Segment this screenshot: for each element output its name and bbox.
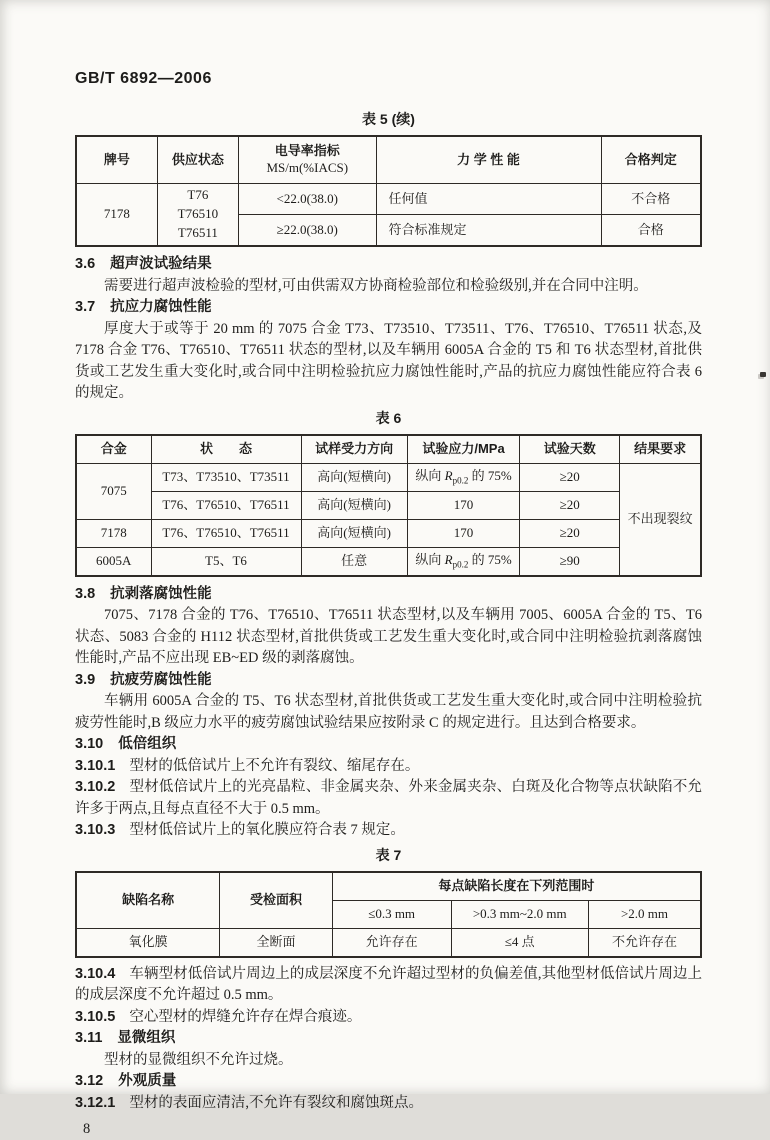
para-3-11: 型材的显微组织不允许过烧。	[104, 1051, 293, 1068]
col-header-conductivity	[239, 136, 377, 184]
temper-cell: T73、T73510、T73511	[151, 463, 301, 491]
col-header-temper: 状 态	[151, 435, 301, 464]
result-cell: 不出现裂纹	[620, 463, 701, 576]
stress-text: 纵向	[415, 551, 445, 567]
heading-3-8	[75, 584, 702, 606]
days-cell: ≥20	[520, 491, 620, 519]
conductivity-cell: ≥22.0(38.0)	[239, 215, 377, 247]
conductivity-unit: MS/m(%IACS)	[266, 160, 349, 175]
heading-3-12	[75, 1071, 702, 1093]
table-5-header-row	[76, 136, 701, 184]
judgement-cell: 合格	[601, 215, 701, 247]
heading-3-7	[75, 297, 702, 319]
clause-number: 3.12.1	[75, 1094, 116, 1111]
conductivity-cell: <22.0(38.0)	[239, 184, 377, 215]
col-header-0-3-to-2-0: >0.3 mm~2.0 mm	[451, 900, 589, 928]
clause-number: 3.8	[75, 585, 96, 602]
col-header-alloy: 合金	[76, 435, 151, 464]
clause-text: 型材的低倍试片上不允许有裂纹、缩尾存在。	[129, 757, 420, 774]
alloy-cell: 6005A	[76, 547, 151, 576]
clause-number: 3.10	[75, 736, 104, 752]
days-cell: ≥20	[520, 463, 620, 491]
col-header-gt-2-0: >2.0 mm	[589, 900, 702, 928]
col-header-mechanical: 力 学 性 能	[376, 136, 601, 184]
clause-number: 3.10.2	[75, 779, 116, 795]
clause-number: 3.6	[75, 256, 96, 272]
stress-text: 纵向	[415, 467, 445, 483]
stress-text: 的 75%	[468, 551, 512, 567]
mechanical-cell: 符合标准规定	[376, 215, 601, 247]
value-cell: ≤4 点	[451, 928, 589, 957]
table-7-title: 表 7	[375, 846, 402, 863]
state-line: T76511	[177, 224, 218, 240]
table-6	[75, 434, 702, 577]
clause-title: 显微组织	[117, 1030, 176, 1046]
clause-3-10-3	[75, 820, 702, 842]
value-cell: 允许存在	[332, 928, 451, 957]
col-header-result: 结果要求	[620, 435, 701, 464]
clause-number: 3.7	[75, 299, 96, 315]
clause-number: 3.10.5	[75, 1008, 116, 1025]
conductivity-label: 电导率指标	[274, 143, 340, 159]
direction-cell: 高向(短横向)	[301, 491, 407, 519]
table-row	[76, 184, 701, 215]
table-5-continued	[75, 135, 702, 247]
col-header-supply-state: 供应状态	[157, 136, 238, 184]
para-3-9: 车辆用 6005A 合金的 T5、T6 状态型材,首批供货或工艺发生重大变化时,或合同中注明检验抗疲劳性能时,B 级应力水平的疲劳腐蚀试验结果应按附录 C 的规定进行。且达到合格要求。	[75, 693, 702, 731]
para-3-7: 厚度大于或等于 20 mm 的 7075 合金 T73、T73510、T73511、T76、T76510、T76511 状态,及 7178 合金 T76、T76510、T76511 状态的型材,以及车辆用 6005A 合金的 T5 和 T6 状态型材,首批供货或工艺发生重大变化时,或合同中注明检验抗应力腐蚀性能时,产品的抗应力腐蚀性能应符合表 6 的规定。	[75, 320, 702, 401]
clause-text: 型材低倍试片上的氧化膜应符合表 7 规定。	[129, 822, 405, 838]
mechanical-cell: 任何值	[376, 184, 601, 215]
judgement-cell: 不合格	[601, 184, 701, 215]
clause-number: 3.11	[75, 1030, 103, 1046]
clause-title: 抗疲劳腐蚀性能	[110, 671, 212, 688]
table-6-header-row	[76, 435, 701, 464]
clause-number: 3.10.3	[75, 822, 116, 838]
stress-text: 的 75%	[468, 467, 512, 483]
stress-cell: 170	[407, 491, 520, 519]
clause-title: 低倍组织	[118, 736, 177, 752]
clause-number: 3.10.1	[75, 757, 116, 774]
col-header-judgement: 合格判定	[601, 136, 701, 184]
heading-3-10	[75, 734, 702, 756]
col-header-le-0-3: ≤0.3 mm	[332, 900, 451, 928]
col-header-grade: 牌号	[76, 136, 157, 184]
clause-3-12-1	[75, 1093, 702, 1115]
inspected-area-cell: 全断面	[220, 928, 333, 957]
clause-text: 空心型材的焊缝允许存在焊合痕迹。	[129, 1008, 362, 1025]
temper-cell: T76、T76510、T76511	[151, 519, 301, 547]
clause-text: 型材低倍试片上的光亮晶粒、非金属夹杂、外来金属夹杂、白斑及化合物等点状缺陷不允许多于两点,且每点直径不大于 0.5 mm。	[75, 779, 702, 817]
scan-artifact	[760, 372, 766, 377]
table-7	[75, 871, 702, 958]
clause-3-10-1	[75, 756, 702, 778]
r-symbol: R	[444, 467, 453, 483]
clause-text: 型材的表面应清洁,不允许有裂纹和腐蚀斑点。	[129, 1094, 423, 1111]
clause-title: 抗应力腐蚀性能	[110, 299, 212, 315]
clause-number: 3.9	[75, 671, 96, 688]
table-row	[76, 547, 701, 576]
clause-text: 车辆型材低倍试片周边上的成层深度不允许超过型材的负偏差值,其他型材低倍试片周边上的成层深度不允许超过 0.5 mm。	[75, 965, 702, 1003]
table-6-title: 表 6	[375, 409, 402, 426]
state-line: T76510	[177, 206, 219, 222]
page-number: 8	[83, 1121, 91, 1137]
clause-3-10-4	[75, 964, 702, 1007]
col-header-inspected-area: 受检面积	[220, 872, 333, 929]
table-row	[76, 491, 701, 519]
col-header-load-direction: 试样受力方向	[301, 435, 407, 464]
col-header-defect-name: 缺陷名称	[76, 872, 220, 929]
stress-cell: 170	[407, 519, 520, 547]
table-row	[76, 928, 701, 957]
clause-title: 超声波试验结果	[110, 256, 212, 272]
table-7-header-row-1	[76, 872, 701, 901]
direction-cell: 高向(短横向)	[301, 463, 407, 491]
stress-cell	[407, 463, 520, 491]
value-cell: 不允许存在	[589, 928, 702, 957]
table-row	[76, 519, 701, 547]
alloy-cell: 7075	[76, 463, 151, 519]
col-header-test-days: 试验天数	[520, 435, 620, 464]
para-3-6: 需要进行超声波检验的型材,可由供需双方协商检验部位和检验级别,并在合同中注明。	[104, 277, 648, 294]
defect-name-cell: 氧化膜	[76, 928, 220, 957]
col-header-defect-length-span: 每点缺陷长度在下列范围时	[332, 872, 701, 901]
temper-cell: T5、T6	[151, 547, 301, 576]
days-cell: ≥90	[520, 547, 620, 576]
alloy-cell: 7178	[76, 519, 151, 547]
grade-cell: 7178	[76, 184, 157, 247]
clause-3-10-5	[75, 1007, 702, 1029]
document-number: GB/T 6892—2006	[75, 70, 212, 87]
heading-3-11	[75, 1028, 702, 1050]
stress-cell	[407, 547, 520, 576]
clause-title: 抗剥落腐蚀性能	[110, 585, 212, 602]
days-cell: ≥20	[520, 519, 620, 547]
clause-number: 3.12	[75, 1073, 104, 1089]
clause-title: 外观质量	[118, 1073, 177, 1089]
supply-state-cell	[157, 184, 238, 247]
clause-number: 3.10.4	[75, 965, 116, 982]
para-3-8: 7075、7178 合金的 T76、T76510、T76511 状态型材,以及车辆用 7005、6005A 合金的 T5、T6 状态、5083 合金的 H112 状态型材,首批供货或工艺发生重大变化时,或合同中注明检验抗剥落腐蚀性能时,产品不应出现 EB~ED 级的剥落腐蚀。	[75, 607, 702, 666]
direction-cell: 高向(短横向)	[301, 519, 407, 547]
direction-cell: 任意	[301, 547, 407, 576]
col-header-test-stress: 试验应力/MPa	[407, 435, 520, 464]
page-content	[75, 0, 702, 1140]
clause-3-10-2	[75, 777, 702, 820]
heading-3-9	[75, 670, 702, 692]
table-5-title: 表 5 (续)	[362, 111, 415, 127]
state-line: T76	[187, 187, 209, 203]
heading-3-6	[75, 254, 702, 276]
r-subscript: p0.2	[452, 559, 469, 570]
r-symbol: R	[444, 551, 453, 567]
table-row	[76, 463, 701, 491]
temper-cell: T76、T76510、T76511	[151, 491, 301, 519]
r-subscript: p0.2	[452, 475, 469, 486]
